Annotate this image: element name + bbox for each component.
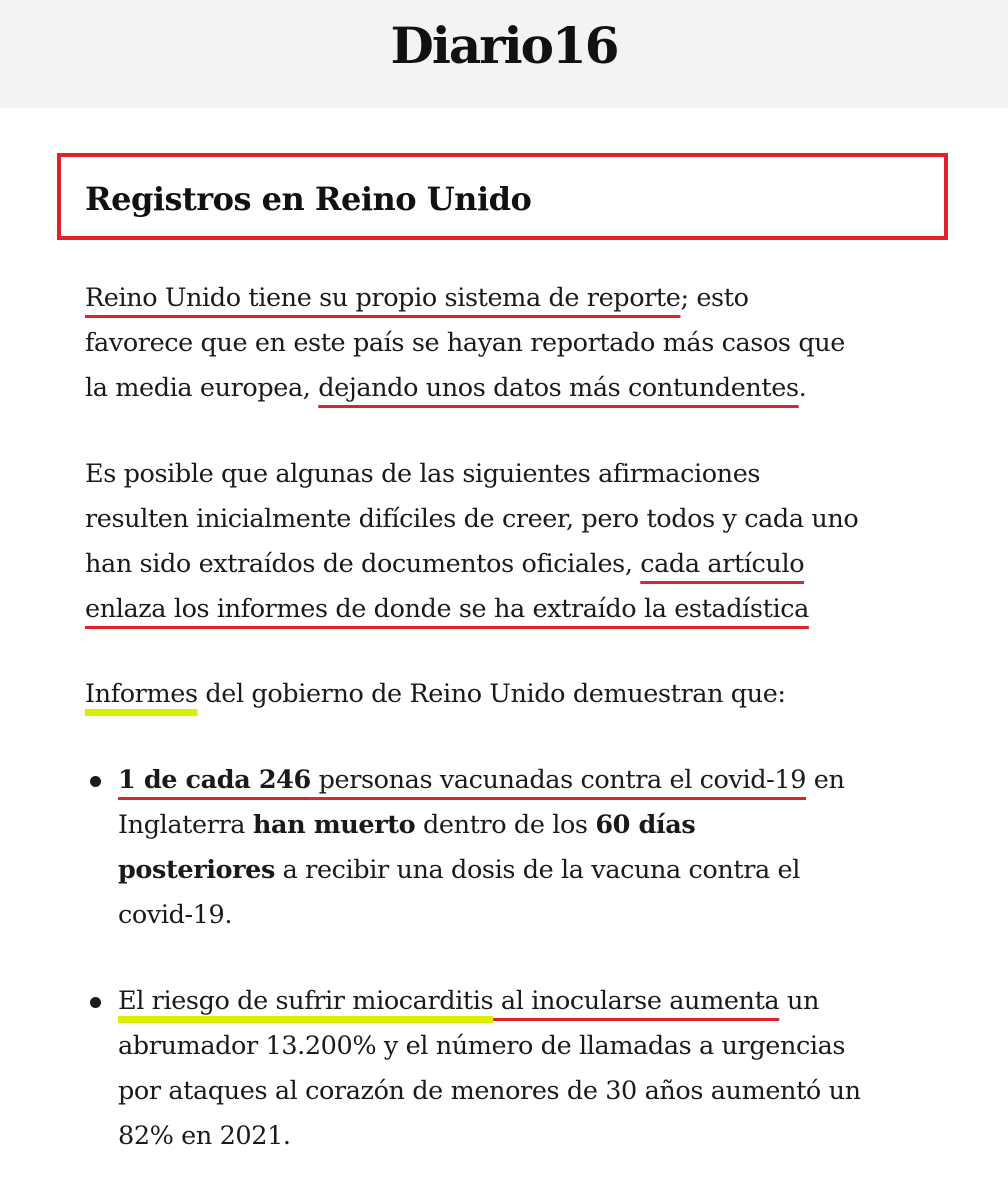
link-reports-source[interactable]: enlaza los informes de donde se ha extraído la estadística (85, 594, 809, 624)
p1-text: . (798, 373, 807, 403)
link-reporting-system[interactable]: Reino Unido tiene su propio sistema de reporte (85, 283, 681, 313)
link-text: personas vacunadas contra el covid-19 (310, 765, 807, 795)
b1-line-4: covid-19. (118, 900, 233, 930)
b1-text: Inglaterra (118, 810, 253, 840)
p3-text: del gobierno de Reino Unido demuestran que: (197, 679, 786, 709)
p2-line-1: Es posible que algunas de las siguientes afirmaciones (85, 459, 761, 489)
site-logo[interactable]: Diario16 (390, 16, 618, 75)
b1-text: dentro de los (415, 810, 596, 840)
site-header (0, 0, 1008, 108)
section-title-box (57, 153, 948, 240)
p2-line-2: resulten inicialmente difíciles de creer, pero todos y cada uno (85, 504, 859, 534)
bullet-dot (90, 776, 101, 787)
link-myocarditis-risk[interactable] (118, 986, 779, 1016)
p1-line-2: favorece que en este país se hayan reportado más casos que (85, 328, 845, 358)
bold-text: posteriores (118, 855, 275, 885)
b2-line-4: 82% en 2021. (118, 1121, 291, 1151)
link-informes[interactable]: Informes (85, 679, 198, 709)
bullet-item-2 (118, 979, 978, 1159)
b2-line-2: abrumador 13.200% y el número de llamadas a urgencias (118, 1031, 846, 1061)
bullet-item-1 (118, 758, 978, 938)
bold-text: 60 días (595, 810, 696, 840)
b2-text: un (779, 986, 819, 1016)
b2-line-3: por ataques al corazón de menores de 30 años aumentó un (118, 1076, 861, 1106)
paragraph-3 (85, 672, 955, 717)
b1-text: a recibir una dosis de la vacuna contra el (274, 855, 801, 885)
p1-text: la media europea, (85, 373, 319, 403)
link-stronger-data[interactable]: dejando unos datos más contundentes (318, 373, 799, 403)
paragraph-2 (85, 452, 955, 632)
highlighted-text: El riesgo de sufrir miocarditis (118, 986, 494, 1016)
link-text: al inocularse aumenta (493, 986, 780, 1016)
p1-text: ; esto (680, 283, 749, 313)
link-deaths-stat[interactable] (118, 765, 806, 795)
paragraph-1 (85, 276, 955, 411)
p2-text: han sido extraídos de documentos oficiales, (85, 549, 641, 579)
b1-text: en (806, 765, 845, 795)
bold-text: han muerto (252, 810, 416, 840)
bold-stat: 1 de cada 246 (118, 765, 311, 795)
bullet-dot (90, 997, 101, 1008)
section-title: Registros en Reino Unido (85, 180, 532, 218)
link-each-article[interactable]: cada artículo (640, 549, 805, 579)
